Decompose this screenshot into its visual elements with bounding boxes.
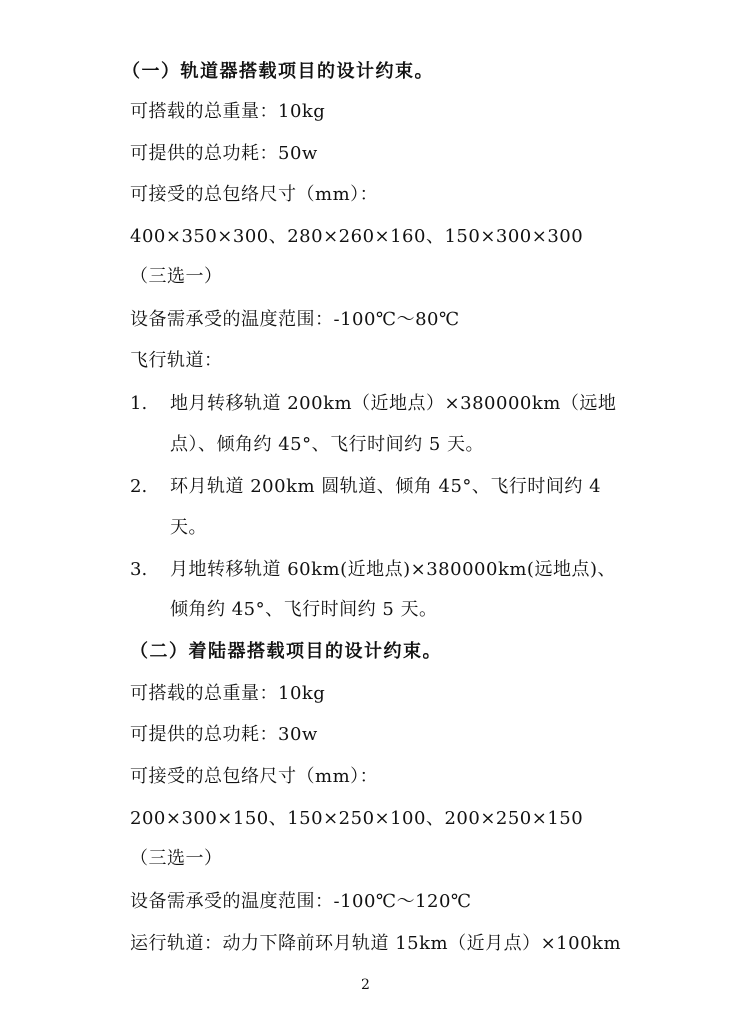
orbit-item-1-line1: 地月转移轨道 200km（近地点）×380000km（远地 bbox=[170, 393, 617, 414]
section1-size-note: （三选一） bbox=[130, 266, 223, 287]
section1-power: 可提供的总功耗：50w bbox=[130, 143, 318, 164]
section1-size-label: 可接受的总包络尺寸（mm）： bbox=[130, 184, 379, 205]
orbit-item-2-line1: 环月轨道 200km 圆轨道、倾角 45°、飞行时间约 4 bbox=[170, 476, 602, 497]
section2-size-note: （三选一） bbox=[130, 848, 223, 869]
section2-orbit: 运行轨道：动力下降前环月轨道 15km（近月点）×100km bbox=[130, 933, 622, 954]
section1-heading: （一）轨道器搭载项目的设计约束。 bbox=[122, 61, 434, 82]
section1-size-values: 400×350×300、280×260×160、150×300×300 bbox=[130, 226, 584, 247]
orbit-item-1-line2: 点）、倾角约 45°、飞行时间约 5 天。 bbox=[170, 434, 485, 455]
section1-weight: 可搭载的总重量：10kg bbox=[130, 101, 326, 122]
orbit-item-3-line1: 月地转移轨道 60km(近地点)×380000km(远地点)、 bbox=[170, 559, 616, 580]
section2-weight: 可搭载的总重量：10kg bbox=[130, 683, 326, 704]
section1-orbit-label: 飞行轨道： bbox=[130, 350, 223, 371]
orbit-item-3-line2: 倾角约 45°、飞行时间约 5 天。 bbox=[170, 599, 438, 620]
page-number: 2 bbox=[361, 977, 370, 993]
section2-temperature: 设备需承受的温度范围：-100℃～120℃ bbox=[130, 891, 472, 912]
section2-size-label: 可接受的总包络尺寸（mm）： bbox=[130, 766, 379, 787]
orbit-item-3-number: 3. bbox=[130, 559, 148, 580]
orbit-item-2-line2: 天。 bbox=[170, 517, 207, 538]
section2-heading: （二）着陆器搭载项目的设计约束。 bbox=[130, 641, 442, 662]
section1-temperature: 设备需承受的温度范围：-100℃～80℃ bbox=[130, 309, 460, 330]
section2-power: 可提供的总功耗：30w bbox=[130, 724, 318, 745]
orbit-item-1-number: 1. bbox=[130, 393, 148, 414]
section2-size-values: 200×300×150、150×250×100、200×250×150 bbox=[130, 808, 584, 829]
orbit-item-2-number: 2. bbox=[130, 476, 148, 497]
